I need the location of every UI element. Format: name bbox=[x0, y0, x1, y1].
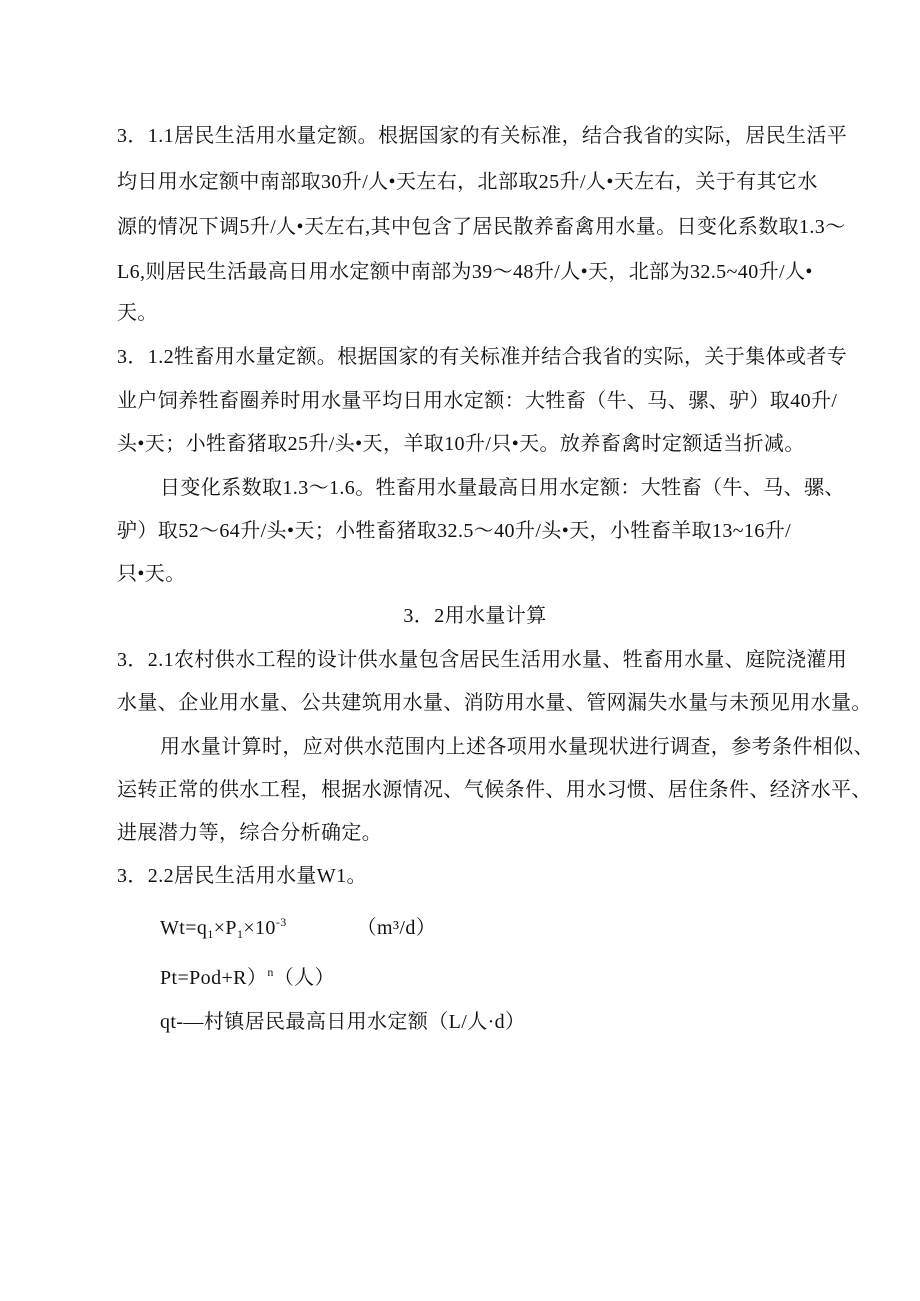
paragraph-line-15: 用水量计算时，应对供水范围内上述各项用水量现状进行调查，参考条件相似、 bbox=[160, 736, 874, 758]
paragraph-line-4: L6,则居民生活最高日用水定额中南部为39～48升/人•天，北部为32.5~40升/人• bbox=[117, 261, 813, 283]
paragraph-line-18: 3．2.2居民生活用水量W1。 bbox=[117, 865, 367, 887]
formula-w1-unit: （m³/d） bbox=[356, 917, 437, 939]
paragraph-line-13: 3．2.1农村供水工程的设计供水量包含居民生活用水量、牲畜用水量、庭院浇灌用 bbox=[117, 649, 848, 671]
formula-w1-sub2: 1 bbox=[236, 927, 244, 941]
formula-p1-sup: n bbox=[267, 965, 274, 979]
paragraph-line-5: 天。 bbox=[117, 302, 158, 324]
paragraph-line-16: 运转正常的供水工程，根据水源情况、气候条件、用水习惯、居住条件、经济水平、 bbox=[117, 779, 872, 801]
paragraph-line-14: 水量、企业用水量、公共建筑用水量、消防用水量、管网漏失水量与未预见用水量。 bbox=[117, 692, 872, 714]
paragraph-line-17: 进展潜力等，综合分析确定。 bbox=[117, 822, 383, 844]
paragraph-line-2: 均日用水定额中南部取30升/人•天左右，北部取25升/人•天左右，关于有其它水 bbox=[117, 171, 818, 193]
paragraph-line-11: 只•天。 bbox=[117, 563, 186, 585]
formula-p1 bbox=[160, 960, 900, 990]
paragraph-line-1: 3．1.1居民生活用水量定额。根据国家的有关标准，结合我省的实际，居民生活平 bbox=[117, 125, 848, 147]
paragraph-line-8: 头•天；小牲畜猪取25升/头•天，羊取10升/只•天。放养畜禽时定额适当折减。 bbox=[117, 433, 805, 455]
formula-w1-sup: -3 bbox=[275, 915, 287, 929]
section-heading: 3．2用水量计算 bbox=[403, 605, 547, 627]
formula-w1 bbox=[160, 910, 900, 946]
formula-w1-mid2: ×10 bbox=[243, 917, 276, 939]
paragraph-line-7: 业户饲养牲畜圈养时用水量平均日用水定额：大牲畜（牛、马、骡、驴）取40升/ bbox=[117, 390, 838, 412]
formula-p1-unit: （人） bbox=[273, 967, 335, 989]
formula-w1-lhs: Wt=q bbox=[160, 917, 208, 939]
paragraph-line-10: 驴）取52～64升/头•天；小牲畜猪取32.5～40升/头•天，小牲畜羊取13~16升/ bbox=[117, 520, 792, 542]
formula-q1-definition: qt-—村镇居民最高日用水定额（L/人·d） bbox=[160, 1011, 526, 1033]
formula-w1-sub1: 1 bbox=[207, 927, 214, 941]
paragraph-line-3: 源的情况下调5升/人•天左右,其中包含了居民散养畜禽用水量。日变化系数取1.3～ bbox=[117, 216, 846, 238]
formula-w1-mid: ×P bbox=[213, 917, 237, 939]
formula-p1-text: Pt=Pod+R） bbox=[160, 967, 268, 989]
paragraph-line-6: 3．1.2牲畜用水量定额。根据国家的有关标准并结合我省的实际，关于集体或者专 bbox=[117, 346, 848, 368]
paragraph-line-9: 日变化系数取1.3～1.6。牲畜用水量最高日用水定额：大牲畜（牛、马、骡、 bbox=[160, 477, 845, 499]
